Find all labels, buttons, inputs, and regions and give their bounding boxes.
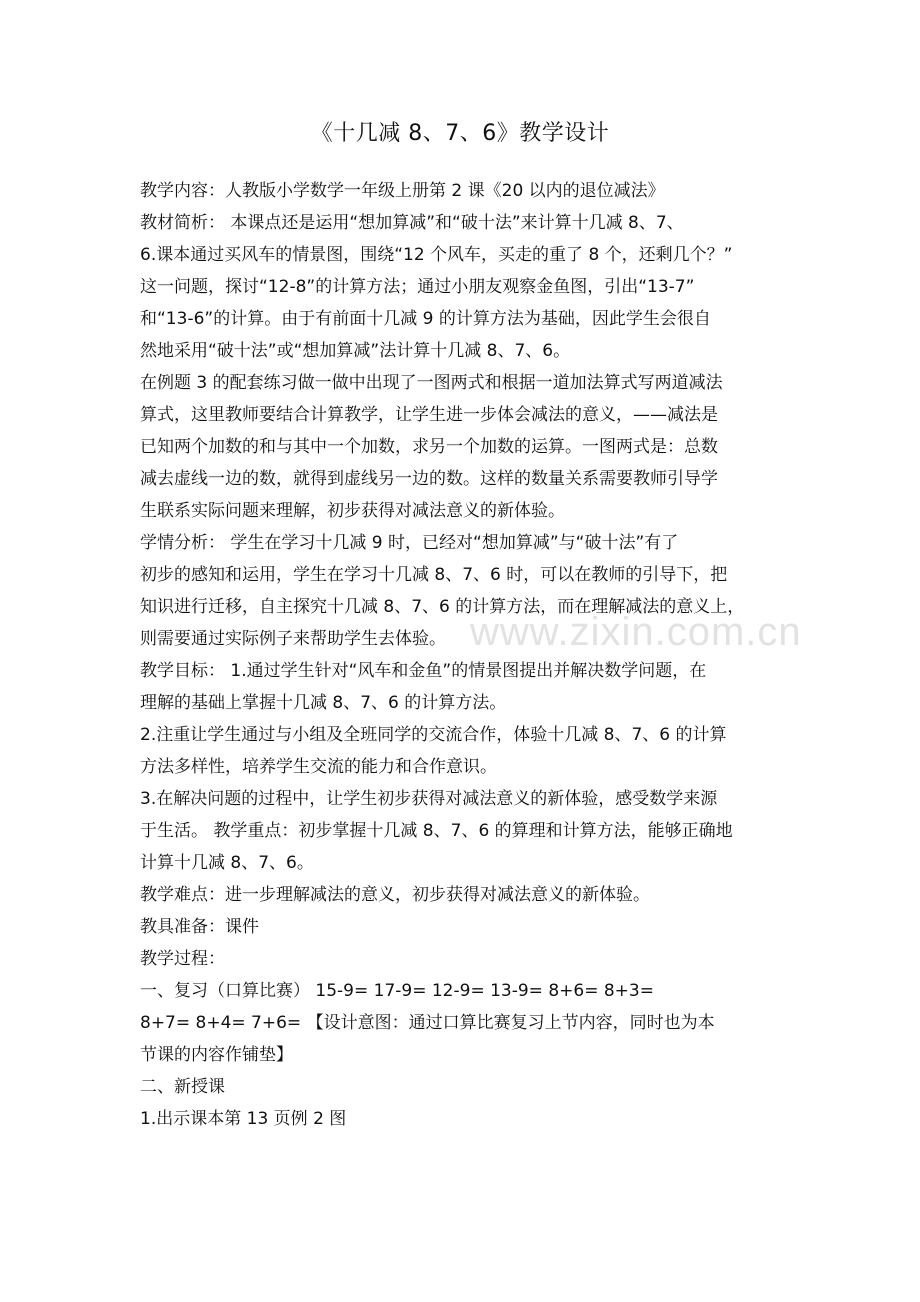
text-line: 8+7= 8+4= 7+6= 【设计意图：通过口算比赛复习上节内容，同时也为本 — [140, 1013, 715, 1033]
text-line: 教学过程： — [140, 949, 225, 969]
text-line: 和“13-6”的计算。由于有前面十几减 9 的计算方法为基础，因此学生会很自 — [140, 309, 711, 329]
text-line: 则需要通过实际例子来帮助学生去体验。 — [140, 629, 446, 649]
document-title: 《十几减 8、7、6》教学设计 — [310, 121, 610, 146]
text-line: 6.课本通过买风车的情景图，围绕“12 个风车，买走的重了 8 个，还剩几个？” — [140, 245, 733, 265]
text-line: 3.在解决问题的过程中，让学生初步获得对减法意义的新体验，感受数学来源 — [140, 789, 718, 809]
text-line: 教学目标： 1.通过学生针对“风车和金鱼”的情景图提出并解决数学问题，在 — [140, 661, 707, 681]
text-line: 2.注重让学生通过与小组及全班同学的交流合作，体验十几减 8、7、6 的计算 — [140, 725, 727, 745]
text-line: 1.出示课本第 13 页例 2 图 — [140, 1109, 347, 1129]
text-line: 教学难点：进一步理解减法的意义，初步获得对减法意义的新体验。 — [140, 885, 650, 905]
text-line: 已知两个加数的和与其中一个加数，求另一个加数的运算。一图两式是：总数 — [140, 437, 718, 457]
text-line: 二、新授课 — [140, 1077, 225, 1097]
text-line: 一、复习（口算比赛） 15-9= 17-9= 12-9= 13-9= 8+6= 8+3= — [140, 981, 654, 1001]
text-line: 然地采用“破十法”或“想加算减”法计算十几减 8、7、6。 — [140, 341, 571, 361]
text-line: 在例题 3 的配套练习做一做中出现了一图两式和根据一道加法算式写两道减法 — [140, 373, 723, 393]
text-line: 生联系实际问题来理解，初步获得对减法意义的新体验。 — [140, 501, 565, 521]
text-line: 于生活。 教学重点：初步掌握十几减 8、7、6 的算理和计算方法，能够正确地 — [140, 821, 733, 841]
text-line: 这一问题，探讨“12-8”的计算方法；通过小朋友观察金鱼图，引出“13-7” — [140, 277, 695, 297]
text-line: 方法多样性，培养学生交流的能力和合作意识。 — [140, 757, 497, 777]
text-line: 知识进行迁移，自主探究十几减 8、7、6 的计算方法，而在理解减法的意义上， — [140, 597, 745, 617]
text-line: 教学内容：人教版小学数学一年级上册第 2 课《20 以内的退位减法》 — [140, 181, 665, 201]
text-line: 教具准备：课件 — [140, 917, 259, 937]
text-line: 减去虚线一边的数，就得到虚线另一边的数。这样的数量关系需要教师引导学 — [140, 469, 718, 489]
text-line: 节课的内容作铺垫】 — [140, 1045, 293, 1065]
text-line: 计算十几减 8、7、6。 — [140, 853, 314, 873]
text-line: 教材简析： 本课点还是运用“想加算减”和“破十法”来计算十几减 8、7、 — [140, 213, 684, 233]
text-line: 初步的感知和运用，学生在学习十几减 8、7、6 时，可以在教师的引导下，把 — [140, 565, 728, 585]
text-line: 学情分析： 学生在学习十几减 9 时，已经对“想加算减”与“破十法”有了 — [140, 533, 679, 553]
text-line: 理解的基础上掌握十几减 8、7、6 的计算方法。 — [140, 693, 507, 713]
watermark: www.zixin.com.cn — [470, 610, 802, 654]
text-line: 算式，这里教师要结合计算教学，让学生进一步体会减法的意义，——减法是 — [140, 405, 718, 425]
